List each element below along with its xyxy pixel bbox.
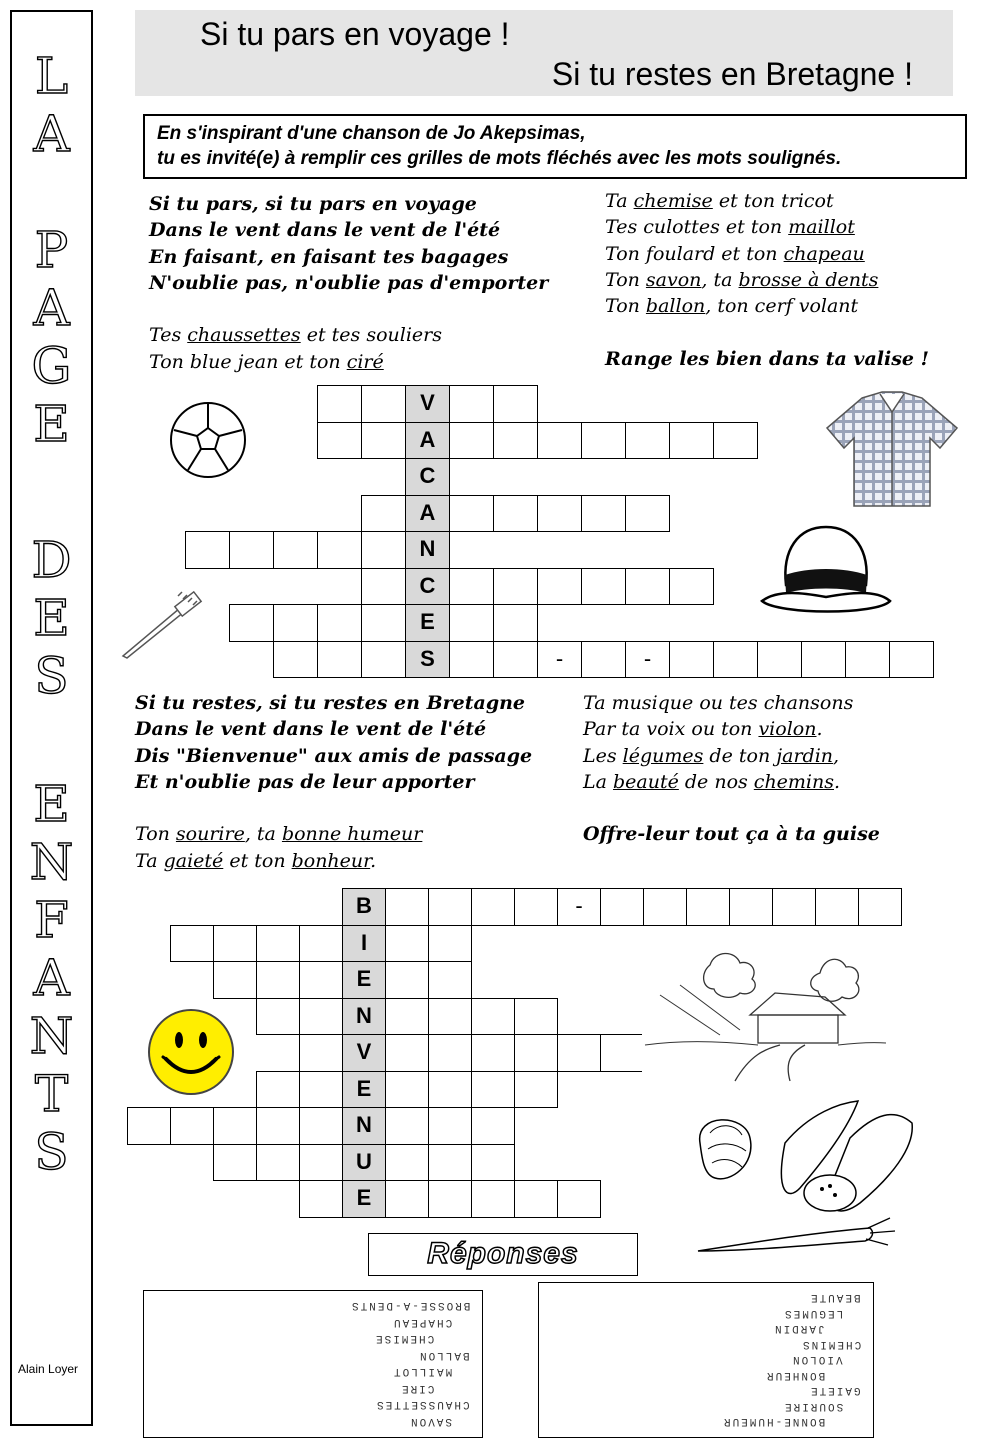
answer-word: CHAUSSETTES <box>375 1398 470 1410</box>
poem-text: Tes <box>149 324 188 347</box>
underlined-keyword: gaieté <box>163 849 224 872</box>
keyword-letter-cell: A <box>405 422 450 460</box>
answer-cell[interactable] <box>625 422 670 460</box>
poem-line <box>135 716 532 742</box>
toothbrush-icon <box>118 590 203 660</box>
answer-cell[interactable] <box>256 1107 300 1145</box>
answer-cell[interactable] <box>471 1071 515 1109</box>
answer-cell[interactable] <box>273 531 318 569</box>
ball-icon <box>168 400 248 480</box>
answer-cell[interactable] <box>449 568 494 606</box>
poem-text: . <box>834 770 841 793</box>
answer-cell[interactable] <box>581 422 626 460</box>
sidebar-title-letter: P <box>34 221 69 279</box>
answer-word: CHAPEAU <box>391 1315 452 1328</box>
answer-cell[interactable] <box>428 1144 472 1182</box>
poem-line <box>149 191 548 217</box>
keyword-letter-cell: N <box>405 531 450 569</box>
sidebar-title-letter: N <box>29 1007 74 1065</box>
answer-cell[interactable] <box>514 998 558 1036</box>
answer-cell[interactable] <box>493 495 538 533</box>
answer-cell[interactable] <box>361 531 406 569</box>
poem-line <box>135 821 532 847</box>
answer-cell[interactable] <box>428 1034 472 1072</box>
poem-text: de ton <box>703 744 777 767</box>
answer-cell[interactable] <box>845 641 890 679</box>
answer-cell[interactable] <box>385 1034 429 1072</box>
answer-cell[interactable] <box>361 385 406 423</box>
answer-cell[interactable] <box>229 604 274 642</box>
answer-word: CIRE <box>399 1381 434 1394</box>
answer-cell[interactable] <box>713 422 758 460</box>
answer-cell[interactable] <box>428 961 472 999</box>
sidebar-title-letter: F <box>34 891 69 949</box>
answer-cell[interactable] <box>471 1107 515 1145</box>
answer-cell[interactable] <box>273 641 318 679</box>
answer-cell[interactable] <box>557 1180 601 1218</box>
poem2-right-stanza <box>583 690 880 848</box>
answer-cell[interactable] <box>557 1034 601 1072</box>
instructions-box <box>143 114 967 179</box>
answer-cell[interactable] <box>493 604 538 642</box>
underlined-keyword: chaussettes <box>187 324 301 347</box>
sidebar-title-frame <box>10 10 93 1426</box>
answer-cell[interactable] <box>889 641 934 679</box>
answer-cell[interactable] <box>757 641 802 679</box>
keyword-letter-cell: A <box>405 495 450 533</box>
answer-cell[interactable] <box>600 888 644 926</box>
answer-cell[interactable] <box>514 1180 558 1218</box>
keyword-letter-cell: E <box>342 961 386 999</box>
answer-cell[interactable] <box>815 888 859 926</box>
poem-line <box>149 296 548 322</box>
sidebar-title-letter: E <box>33 589 70 647</box>
answer-cell[interactable] <box>299 1180 343 1218</box>
answer-cell[interactable] <box>449 385 494 423</box>
shirt-icon <box>822 390 962 510</box>
landscape-icon <box>640 945 890 1083</box>
poem-line <box>605 346 929 372</box>
answer-cell[interactable] <box>449 604 494 642</box>
underlined-keyword: savon <box>645 268 702 291</box>
poem-line <box>135 769 532 795</box>
keyword-letter-cell: C <box>405 568 450 606</box>
answer-cell[interactable] <box>170 1107 214 1145</box>
answer-cell[interactable] <box>385 1144 429 1182</box>
keyword-letter-cell: S <box>405 641 450 679</box>
answer-cell[interactable] <box>537 422 582 460</box>
answer-cell[interactable] <box>537 495 582 533</box>
answer-cell[interactable] <box>514 1071 558 1109</box>
poem-line <box>583 769 880 795</box>
underlined-keyword: bonne humeur <box>281 823 423 846</box>
answer-cell[interactable] <box>170 925 214 963</box>
answer-cell[interactable] <box>361 604 406 642</box>
answer-cell[interactable] <box>729 888 773 926</box>
keyword-letter-cell: C <box>405 458 450 496</box>
answer-cell[interactable] <box>385 961 429 999</box>
answer-cell[interactable] <box>385 1107 429 1145</box>
poem-text: . <box>370 849 377 872</box>
answer-cell[interactable] <box>127 1107 171 1145</box>
answer-cell[interactable] <box>361 495 406 533</box>
answer-word: CHEMISE <box>373 1332 434 1344</box>
answer-cell[interactable] <box>669 422 714 460</box>
sidebar-title-letter: S <box>34 647 69 705</box>
answer-cell[interactable] <box>213 1107 257 1145</box>
poem-line <box>583 743 880 769</box>
poem-text: de nos <box>678 770 754 793</box>
poem-line <box>605 188 929 214</box>
poem-text: Ton blue jean et ton <box>149 350 347 373</box>
answer-cell[interactable] <box>385 925 429 963</box>
poem-text: , <box>833 744 840 767</box>
poem-line <box>583 716 880 742</box>
sidebar-title-letter: E <box>33 775 70 833</box>
poem-text: Dans le vent dans le vent de l'été <box>135 718 487 741</box>
answer-cell[interactable] <box>428 1071 472 1109</box>
answer-cell[interactable] <box>581 641 626 679</box>
answer-cell[interactable] <box>213 961 257 999</box>
hyphen-cell: - <box>557 888 601 926</box>
poem-line <box>605 214 929 240</box>
poem-line <box>149 349 548 375</box>
sidebar-title-letter: N <box>29 833 74 891</box>
smiley-icon <box>146 1007 236 1097</box>
sidebar-title-letter: S <box>34 1123 69 1181</box>
poem-line <box>605 293 929 319</box>
poem2-left-stanza <box>135 690 532 874</box>
poem-text: et tes souliers <box>300 324 442 347</box>
answer-cell[interactable] <box>471 1034 515 1072</box>
keyword-letter-cell: I <box>342 925 386 963</box>
answer-cell[interactable] <box>428 1180 472 1218</box>
poem-text: Ta <box>135 849 164 872</box>
answer-cell[interactable] <box>471 998 515 1036</box>
answer-word: LEGUMES <box>782 1306 843 1319</box>
underlined-keyword: brosse à dents <box>738 268 879 291</box>
answer-word: MAILLOT <box>391 1365 452 1377</box>
sidebar-title-letter: E <box>33 395 70 453</box>
poem-line <box>583 821 880 847</box>
answer-word: BONNE-HUMEUR <box>721 1415 825 1428</box>
answer-cell[interactable] <box>493 422 538 460</box>
poem-text: et ton <box>223 849 292 872</box>
keyword-letter-cell: V <box>342 1034 386 1072</box>
answer-cell[interactable] <box>514 1034 558 1072</box>
underlined-keyword: violon <box>758 718 817 741</box>
answer-word: BEAUTE <box>809 1291 861 1303</box>
answer-cell[interactable] <box>449 422 494 460</box>
poem-text: Ton <box>605 268 646 291</box>
answer-cell[interactable] <box>471 1144 515 1182</box>
answer-cell[interactable] <box>317 604 362 642</box>
poem-text: Ta musique ou tes chansons <box>583 692 854 714</box>
answer-cell[interactable] <box>317 385 362 423</box>
answer-cell[interactable] <box>449 495 494 533</box>
answer-cell[interactable] <box>428 998 472 1036</box>
underlined-keyword: maillot <box>788 216 855 239</box>
sidebar-title-letter: A <box>33 105 70 163</box>
poem-line <box>149 322 548 348</box>
answer-word: BROSSE-A-DENTS <box>349 1299 470 1311</box>
poem-text: En faisant, en faisant tes bagages <box>149 245 509 268</box>
author-credit: Alain Loyer <box>18 1362 79 1376</box>
answer-cell[interactable] <box>185 531 230 569</box>
answer-cell[interactable] <box>686 888 730 926</box>
answer-cell[interactable] <box>493 385 538 423</box>
answer-cell[interactable] <box>643 888 687 926</box>
poem-text: Ton <box>605 295 646 318</box>
answer-cell[interactable] <box>256 1144 300 1182</box>
answer-cell[interactable] <box>299 1034 343 1072</box>
underlined-keyword: chapeau <box>783 242 865 265</box>
underlined-keyword: légumes <box>622 744 704 767</box>
sidebar-title-letter: L <box>34 47 69 105</box>
answer-cell[interactable] <box>299 1107 343 1145</box>
answer-cell[interactable] <box>256 961 300 999</box>
answer-cell[interactable] <box>213 1144 257 1182</box>
poem-line <box>135 743 532 769</box>
answer-word: BONHEUR <box>764 1368 825 1381</box>
answer-cell[interactable] <box>625 495 670 533</box>
poem-line <box>135 795 532 821</box>
underlined-keyword: ballon <box>645 295 706 318</box>
answer-cell[interactable] <box>361 641 406 679</box>
underlined-keyword: chemins <box>753 770 834 793</box>
poem-text: Dans le vent dans le vent de l'été <box>149 219 501 242</box>
poem1-right-stanza <box>605 188 929 372</box>
answer-grid-1 <box>143 1290 483 1438</box>
answer-word: GAIETE <box>809 1384 861 1397</box>
answer-cell[interactable] <box>669 641 714 679</box>
answers-title: Réponses <box>368 1233 638 1276</box>
answer-cell[interactable] <box>317 422 362 460</box>
poem-text: Tes culottes et ton <box>605 216 789 239</box>
poem-text: Si tu pars, si tu pars en voyage <box>149 193 477 215</box>
poem-line <box>605 319 929 345</box>
poem-line <box>605 267 929 293</box>
poem-line <box>583 795 880 821</box>
keyword-letter-cell: E <box>405 604 450 642</box>
poem-text: Range les bien dans ta valise ! <box>605 347 929 370</box>
poem-text: Ta <box>605 190 634 212</box>
answer-cell[interactable] <box>385 1071 429 1109</box>
poem-line <box>149 217 548 243</box>
answer-cell[interactable] <box>299 961 343 999</box>
poem-text: , ton cerf volant <box>705 295 859 318</box>
poem-line <box>135 848 532 874</box>
answer-cell[interactable] <box>669 568 714 606</box>
answer-cell[interactable] <box>385 998 429 1036</box>
answer-cell[interactable] <box>256 1071 300 1109</box>
poem-text: , ta <box>701 268 739 291</box>
sidebar-title-letter: T <box>34 1065 69 1123</box>
keyword-letter-cell: U <box>342 1144 386 1182</box>
underlined-keyword: chemise <box>633 190 713 212</box>
answer-grid-2 <box>538 1282 874 1438</box>
answer-cell[interactable] <box>471 1180 515 1218</box>
poem-text: Offre-leur tout ça à ta guise <box>583 823 880 846</box>
answer-cell[interactable] <box>493 568 538 606</box>
answer-cell[interactable] <box>273 604 318 642</box>
sidebar-title-letter: A <box>33 949 70 1007</box>
keyword-letter-cell: N <box>342 1107 386 1145</box>
answer-cell[interactable] <box>514 888 558 926</box>
poem-text: , ta <box>244 823 282 846</box>
answer-cell[interactable] <box>361 422 406 460</box>
underlined-keyword: ciré <box>346 350 384 373</box>
answer-cell[interactable] <box>600 1034 644 1072</box>
poem-text: N'oublie pas, n'oublie pas d'emporter <box>149 271 549 294</box>
answer-word: VIOLON <box>791 1353 843 1366</box>
poem-text: La <box>583 770 613 793</box>
answer-cell[interactable] <box>858 888 902 926</box>
answer-cell[interactable] <box>299 925 343 963</box>
underlined-keyword: jardin <box>776 744 834 767</box>
answer-cell[interactable] <box>256 925 300 963</box>
keyword-letter-cell: B <box>342 888 386 926</box>
answer-cell[interactable] <box>229 531 274 569</box>
hyphen-cell: - <box>625 641 670 679</box>
answer-word: BALLON <box>418 1348 470 1361</box>
answer-cell[interactable] <box>581 568 626 606</box>
hyphen-cell: - <box>537 641 582 679</box>
underlined-keyword: bonheur <box>291 849 371 872</box>
vegetables-icon <box>690 1093 920 1258</box>
answer-word: SAVON <box>408 1414 452 1427</box>
keyword-letter-cell: E <box>342 1180 386 1218</box>
poem-text: Ton foulard et ton <box>605 242 784 265</box>
answer-cell[interactable] <box>581 495 626 533</box>
answer-cell[interactable] <box>428 1107 472 1145</box>
underlined-keyword: sourire <box>175 823 245 846</box>
keyword-letter-cell: V <box>405 385 450 423</box>
poem-line <box>605 241 929 267</box>
answer-cell[interactable] <box>256 998 300 1036</box>
header-line-1: Si tu pars en voyage ! <box>200 16 510 52</box>
answer-cell[interactable] <box>299 1144 343 1182</box>
instructions-line-2: tu es invité(e) à remplir ces grilles de mots fléchés avec les mots soulignés. <box>157 148 842 169</box>
answer-cell[interactable] <box>385 1180 429 1218</box>
poem1-left-stanza <box>149 191 548 375</box>
sidebar-title-letter: A <box>33 279 70 337</box>
poem-text: Et n'oublie pas de leur apporter <box>135 770 475 793</box>
answer-cell[interactable] <box>772 888 816 926</box>
underlined-keyword: beauté <box>612 770 679 793</box>
poem-line <box>149 244 548 270</box>
poem-text: . <box>816 718 823 741</box>
poem-line <box>135 690 532 716</box>
answer-cell[interactable] <box>361 568 406 606</box>
answer-cell[interactable] <box>801 641 846 679</box>
answer-cell[interactable] <box>713 641 758 679</box>
poem-line <box>149 270 548 296</box>
sidebar-title-letter: D <box>31 531 72 589</box>
poem-text: Dis "Bienvenue" aux amis de passage <box>135 744 533 767</box>
answer-cell[interactable] <box>299 998 343 1036</box>
header-line-2: Si tu restes en Bretagne ! <box>551 56 913 92</box>
page-header <box>135 10 953 96</box>
answer-word: SOURIRE <box>782 1399 843 1412</box>
answer-cell[interactable] <box>213 925 257 963</box>
poem-text: Ton <box>135 823 176 846</box>
keyword-letter-cell: E <box>342 1071 386 1109</box>
hat-icon <box>758 515 893 623</box>
answer-cell[interactable] <box>428 925 472 963</box>
poem-text: et ton tricot <box>712 190 834 212</box>
poem-text: Les <box>583 744 623 767</box>
poem-text: Par ta voix ou ton <box>583 718 759 741</box>
poem-line <box>583 690 880 716</box>
instructions-line-1: En s'inspirant d'une chanson de Jo Akepsimas, <box>157 123 586 144</box>
answer-cell[interactable] <box>471 888 515 926</box>
answer-cell[interactable] <box>449 641 494 679</box>
answer-word: CHEMINS <box>800 1337 861 1350</box>
answer-cell[interactable] <box>537 568 582 606</box>
answer-cell[interactable] <box>317 531 362 569</box>
answer-cell[interactable] <box>317 641 362 679</box>
answer-cell[interactable] <box>493 641 538 679</box>
answer-word: JARDIN <box>773 1322 825 1335</box>
answer-cell[interactable] <box>428 888 472 926</box>
sidebar-title-letter: G <box>31 337 72 395</box>
answer-cell[interactable] <box>625 568 670 606</box>
answer-cell[interactable] <box>385 888 429 926</box>
keyword-letter-cell: N <box>342 998 386 1036</box>
answer-cell[interactable] <box>299 1071 343 1109</box>
poem-text: Si tu restes, si tu restes en Bretagne <box>135 692 526 714</box>
